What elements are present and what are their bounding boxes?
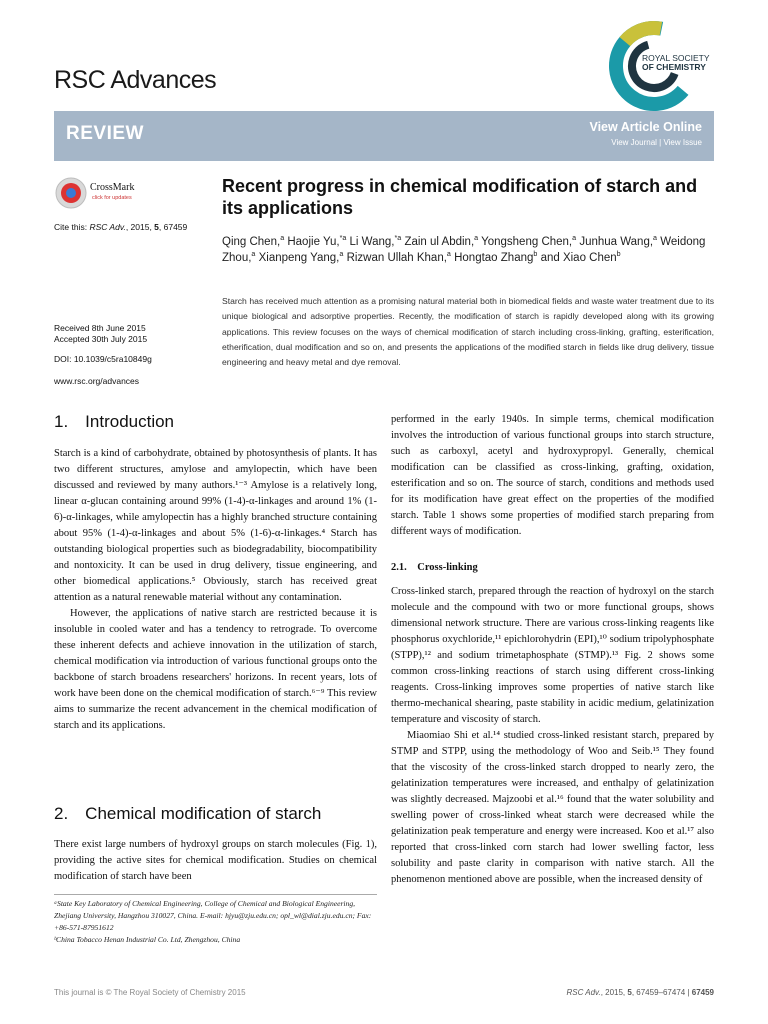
subsection-heading-cross-linking: 2.1. Cross-linking [391,562,478,573]
author-affiliation-mark: *a [394,234,402,243]
footer-copyright: This journal is © The Royal Society of Chemistry 2015 [54,988,246,997]
footer-citation [566,988,714,997]
review-banner [54,111,714,161]
crosslinking-paragraph-2: Miaomiao Shi et al.¹⁴ studied cross-linked resistant starch, prepared by STMP and STPP, using the methodology of Woo and Seib.¹⁵ They found that the viscosity of the cross-linked starch dropped to nearly zero, the gelatinization temperatures were increased, and enthalpy of gelatinization was slightly decreased. Majzoobi et al.¹⁶ found that the water solubility and swelling power of cross-linked wheat starch were decreased while the gelatinization peak temperature and energy were increased. Koo et al.¹⁷ also reported that cross-linked corn starch had lower swelling factor, less solubility and paste clarity in comparison with native starch. All the phenomenon mentioned above are possible, when the increased density of [391,730,714,885]
received-date: Received 8th June 2015 [54,323,146,333]
author-affiliation-mark: b [616,250,621,259]
footnote-a: ᵃState Key Laboratory of Chemical Engineering, College of Chemical and Biological Engineering, Zhejiang University, Hangzhou 310027, China. E-mail: hjyu@zju.edu.cn; opl_wl@dial.zju.edu.cn; Fax: +86-571-87951612 [54,899,372,932]
author-name: Hongtao Zhang [454,252,534,264]
article-dates [54,323,147,345]
author-affiliation-mark: a [339,250,344,259]
author-name: Xianpeng Yang, [258,252,340,264]
author-affiliation-mark: a [572,234,577,243]
accepted-date: Accepted 30th July 2015 [54,334,148,344]
left-column-intro [54,446,377,734]
section-heading-introduction: 1. Introduction [54,412,175,431]
crossmark-name: CrossMark [90,182,135,193]
cite-journal: RSC Adv. [89,222,126,232]
footnote-b: ᵇChina Tobacco Henan Industrial Co. Ltd, Zhengzhou, China [54,935,241,944]
footer-separator: | [685,988,692,997]
view-article-online-link[interactable]: View Article Online [589,120,702,134]
abstract: Starch has received much attention as a promising natural material both in biomedical fields and waste water treatment due to its unique biological and adsorptive properties. Recently, the modification of starch is rapidly developed along with its growing applications. This review focuses on the ways of chemical modification of starch including cross-linking, grafting, esterification, etherification, dual modification and so on, and presents the applications of the modified starch in fields like drug delivery, tissue engineering and heavy metal and dye removal. [222,296,714,368]
author-name: Haojie Yu, [287,236,340,248]
footnotes [54,898,377,946]
footer-page-number: 67459 [691,988,714,997]
publisher-line2: OF CHEMISTRY [642,62,706,72]
right-column [391,412,714,888]
footnote-divider [54,894,377,895]
section-1-heading [54,412,174,432]
author-affiliation-mark: a [280,234,285,243]
rsc-logo-icon[interactable] [606,18,716,118]
cite-prefix: Cite this: [54,222,90,232]
author-name: Rizwan Ullah Khan, [346,252,447,264]
left-column-s2 [54,837,377,885]
intro-paragraph-2: However, the applications of native starch are restricted because it is insoluble in cooled water and has a tendency to retrograde. To overcome these inherent defects and achieve innovation in the utilization of starch, chemical modification via introduction of various functional groups onto the backbone of starch broadens researchers' horizons. In recent years, lots of work have been done on the chemical modification of starch.⁶⁻⁹ This review aims to summarize the recent advancement in the chemical modification of starch and its applications. [54,608,377,731]
author-affiliation-mark: a [251,250,256,259]
journal-site-link[interactable]: www.rsc.org/advances [54,376,140,386]
footer-year: , 2015, [600,988,628,997]
crossmark-tagline: click for updates [92,195,132,201]
cite-this [54,222,187,232]
author-affiliation-mark: a [653,234,658,243]
view-links-separator: | [656,138,664,147]
author-name: Li Wang, [349,236,395,248]
author-name: Yongsheng Chen, [481,236,573,248]
cite-year: , 2015, [125,222,155,232]
author-affiliation-mark: *a [339,234,347,243]
author-name: Zain ul Abdin, [404,236,475,248]
author-name: Weidong Zhou, [222,236,706,264]
footer-volume: 5 [627,988,632,997]
cite-page: , 67459 [158,222,188,232]
doi[interactable]: DOI: 10.1039/c5ra10849g [54,354,152,364]
intro-paragraph-1: Starch is a kind of carbohydrate, obtained by photosynthesis of plants. It has two different structures, amylose and amylopectin, which have been discussed and reviewed by many authors.¹⁻³ Amylose is a relatively long, linear α-glucan containing around 99% (1-4)-α-linkages and around 1% (1-6)-α-linkages, while amylopectin has a highly branched structure containing about 95% (1-4)-α-linkages and about 5% (1-6)-α-linkages.⁴ Starch has outstanding biological properties such as biodegradability, biocompatibility and nontoxicity. It can be used in drug delivery, tissue engineering, and other biomedical applications.⁵ Obviously, starch has received great attention as a natural renewable material without any contamination. [54,448,377,603]
crossmark-badge[interactable] [54,174,164,214]
author-name: Qing Chen, [222,236,281,248]
banner-label: REVIEW [66,123,144,144]
publisher-line1: ROYAL SOCIETY [642,53,710,63]
author-affiliation-mark: a [474,234,479,243]
view-issue-link[interactable]: View Issue [663,138,702,147]
footer-journal: RSC Adv. [566,988,601,997]
s2-paragraph-continued: performed in the early 1940s. In simple terms, chemical modification involves the introduction of various functional groups into starch structure, such as carboxyl, acetyl and hydroxypropyl. Generally, chemical modification can be classified as cross-linking, grafting, oxidation, esterification and so on. The source of starch, conditions and methods used for its modification have great effect on the properties of the modified starch. Table 1 shows some properties of modified starch preparing from different ways of modification. [391,414,714,537]
section-heading-chemical-modification: 2. Chemical modification of starch [54,804,322,823]
author-affiliation-mark: a [446,250,451,259]
section-2-heading-wrap [54,804,321,824]
article-title: Recent progress in chemical modification of starch and its applications [222,176,698,218]
author-list [222,234,717,266]
crossmark-icon [54,176,88,210]
author-name: Junhua Wang, [579,236,654,248]
footer-pages: , 67459–67474 [631,988,686,997]
s2-paragraph-1: There exist large numbers of hydroxyl groups on starch molecules (Fig. 1), providing the active sites for chemical modification. Studies on chemical modification of starch have been [54,839,377,882]
author-affiliation-mark: b [533,250,538,259]
view-links [611,138,702,147]
cite-volume: 5 [154,222,159,232]
journal-title: RSC Advances [54,66,217,94]
crosslinking-paragraph-1: Cross-linked starch, prepared through the reaction of hydroxyl on the starch molecule and the compound with two or more functional groups, shows dimensional network structure. There are various cross-linking reagents like phosphorus oxychloride,¹¹ epichlorohydrin (EPI),¹⁰ sodium tripolyphosphate (STPP),¹² and sodium trimetaphosphate (STMP).¹³ Fig. 2 shows some common cross-linking reactions of starch using different cross-linking reagents. Cross-linking improves some properties of native starch like thermo-mechanical shearing, paste stability in acidic medium, gelatinization temperature and viscosity of starch. [391,586,714,725]
view-journal-link[interactable]: View Journal [611,138,657,147]
author-name: and Xiao Chen [540,252,617,264]
